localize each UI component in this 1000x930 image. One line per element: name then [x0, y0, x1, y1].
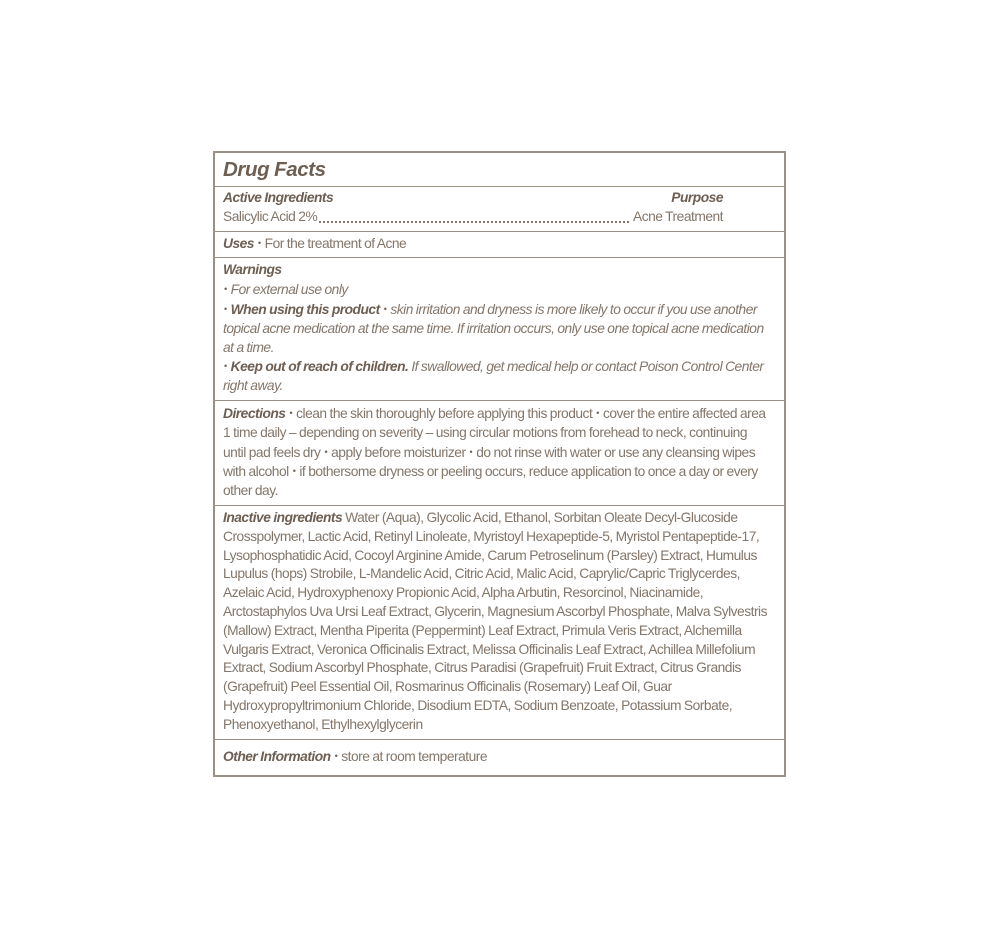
warning-subheading: When using this product	[230, 301, 380, 317]
warning-item	[223, 300, 772, 357]
directions-paragraph	[223, 404, 772, 501]
warning-subheading: Keep out of reach of children.	[230, 359, 409, 375]
other-information-section	[215, 739, 784, 776]
inactive-ingredients-text: Water (Aqua), Glycolic Acid, Ethanol, Sorbitan Oleate Decyl-Glucoside Crosspolymer, Lactic Acid, Retinyl Linoleate, Myristoyl Hexapeptide-5, Myristol Pentapeptide-17, Lysophosphatidic Acid, Cocoyl Arginine Amide, Carum Petroselinum (Parsley) Extract, Humulus Lupulus (hops) Strobile, L-Mandelic Acid, Citric Acid, Malic Acid, Caprylic/Capric Triglycerdes, Azelaic Acid, Hydroxyphenoxy Propionic Acid, Alpha Arbutin, Resorcinol, Niacinamide, Arctostaphylos Uva Ursi Leaf Extract, Glycerin, Magnesium Ascorbyl Phosphate, Malva Sylvestris (Mallow) Extract, Mentha Piperita (Peppermint) Leaf Extract, Primula Veris Extract, Alchemilla Vulgaris Extract, Veronica Officinalis Extract, Melissa Officinalis Leaf Extract, Achillea Millefolium Extract, Sodium Ascorbyl Phosphate, Citrus Paradisi (Grapefruit) Fruit Extract, Citrus Grandis (Grapefruit) Peel Essential Oil, Rosmarinus Officinalis (Rosemary) Leaf Oil, Guar Hydroxypropyltrimonium Chloride, Disodium EDTA, Sodium Benzoate, Potassium Sorbate, Phenoxyethanol, Ethylhexylglycerin	[223, 509, 768, 732]
title-section	[215, 153, 784, 186]
bullet-icon: •	[224, 284, 227, 295]
bullet-icon: •	[224, 361, 227, 372]
drug-facts-title: Drug Facts	[223, 158, 326, 181]
bullet-icon: •	[383, 303, 387, 314]
dot-leader	[319, 221, 629, 223]
drug-facts-panel	[213, 151, 786, 777]
active-ingredients-header	[223, 189, 723, 208]
directions-step: if bothersome dryness or peeling occurs, reduce application to once a day or every other day.	[223, 464, 758, 499]
directions-section	[215, 400, 784, 505]
bullet-icon: •	[324, 446, 328, 457]
bullet-icon: •	[224, 303, 227, 314]
warning-text: skin irritation and dryness is more likely to occur if you use another topical acne medication at the same time. If irritation occurs, only use one topical acne medication at a time.	[223, 301, 764, 355]
bullet-icon: •	[334, 750, 338, 761]
bullet-icon: •	[257, 237, 261, 248]
directions-step: apply before moisturizer	[331, 444, 466, 460]
other-information-text: store at room temperature	[341, 748, 488, 764]
bullet-icon: •	[596, 407, 599, 418]
uses-text: For the treatment of Acne	[264, 235, 407, 251]
active-ingredient-name: Salicylic Acid 2%	[223, 208, 318, 224]
bullet-icon: •	[292, 466, 296, 477]
directions-step: cover the entire affected area 1 time daily – depending on severity – using circular motions from forehead to neck, continuing until pad feels dry	[223, 405, 766, 460]
warning-text: If swallowed, get medical help or contact Poison Control Center right away.	[223, 359, 764, 394]
warnings-section	[215, 257, 784, 400]
warning-text: For external use only	[230, 282, 348, 298]
warnings-label: Warnings	[223, 262, 282, 278]
inactive-ingredients-paragraph	[223, 509, 772, 735]
warning-item	[223, 357, 772, 396]
uses-section	[215, 231, 784, 258]
other-information-label: Other Information	[223, 748, 331, 764]
inactive-ingredients-section	[215, 505, 784, 739]
warning-item	[223, 280, 772, 300]
inactive-ingredients-label: Inactive ingredients	[223, 509, 343, 525]
directions-label: Directions	[223, 405, 286, 421]
bullet-icon: •	[289, 407, 293, 418]
active-ingredient-row	[223, 208, 723, 227]
directions-step: clean the skin thoroughly before applying this product	[296, 405, 593, 421]
active-ingredients-section	[215, 186, 784, 231]
uses-label: Uses	[223, 235, 254, 251]
purpose-heading: Purpose	[671, 190, 723, 205]
directions-step: do not rinse with water or use any cleansing wipes with alcohol	[223, 444, 756, 480]
active-ingredient-purpose: Acne Treatment	[633, 208, 723, 224]
bullet-icon: •	[469, 446, 473, 457]
active-ingredients-heading: Active Ingredients	[223, 190, 334, 205]
